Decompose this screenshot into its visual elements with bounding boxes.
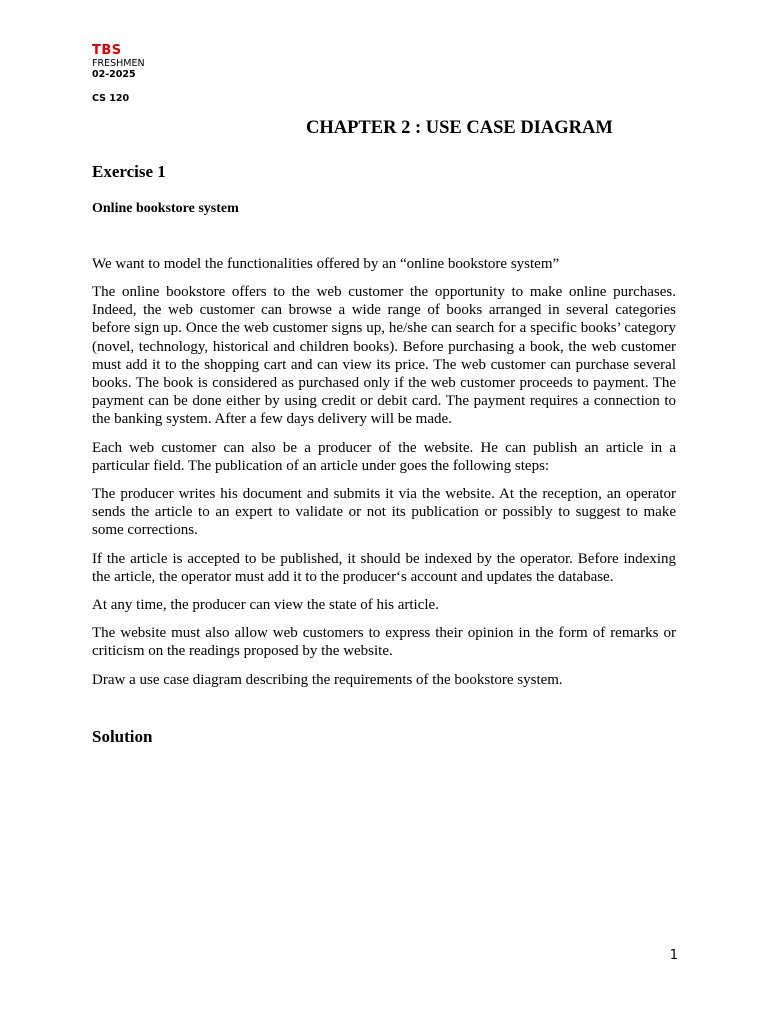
paragraph-customer: The online bookstore offers to the web customer the opportunity to make online purchases. Indeed, the web customer can browse a wide range of books arranged in several categories before sign up. Once the web customer signs up, he/she can search for a specific books’ category (novel, technology, historical and children books). Before purchasing a book, the web customer must add it to the shopping cart and can view its price. The web customer can purchase several books. The book is considered as purchased only if the web customer proceeds to payment. The payment can be done either by using credit or debit card. The payment requires a connection to the banking system. After a few days delivery will be made. xyxy=(92,284,676,428)
paragraph-producer: Each web customer can also be a producer of the website. He can publish an article in a particular field. The publication of an article under goes the following steps: xyxy=(92,439,676,474)
document-date: 02-2025 xyxy=(92,69,136,80)
solution-title: Solution xyxy=(92,726,153,746)
course-code: CS 120 xyxy=(92,93,130,104)
page-header xyxy=(92,43,145,104)
exercise-title: Exercise 1 xyxy=(92,162,166,181)
page-number: 1 xyxy=(669,948,678,963)
paragraph-submission: The producer writes his document and submits it via the website. At the reception, an operator sends the article to an expert to validate or not its publication or possibly to suggest to make some corrections. xyxy=(92,486,676,539)
paragraph-opinion: The website must also allow web customers to express their opinion in the form of remarks or criticism on the readings proposed by the website. xyxy=(92,625,676,660)
document-body xyxy=(92,118,676,747)
exercise-subtitle: Online bookstore system xyxy=(92,201,239,216)
student-level: FRESHMEN xyxy=(92,58,145,69)
paragraph-indexing: If the article is accepted to be published, it should be indexed by the operator. Before indexing the article, the operator must add it to the producer‘s account and updates the database. xyxy=(92,550,676,585)
paragraph-task: Draw a use case diagram describing the requirements of the bookstore system. xyxy=(92,671,563,688)
intro-paragraph: We want to model the functionalities offered by an “online bookstore system” xyxy=(92,256,560,272)
tbs-logo: TBS xyxy=(92,43,122,58)
chapter-title: CHAPTER 2 : USE CASE DIAGRAM xyxy=(306,118,613,138)
paragraph-article-state: At any time, the producer can view the state of his article. xyxy=(92,597,439,614)
